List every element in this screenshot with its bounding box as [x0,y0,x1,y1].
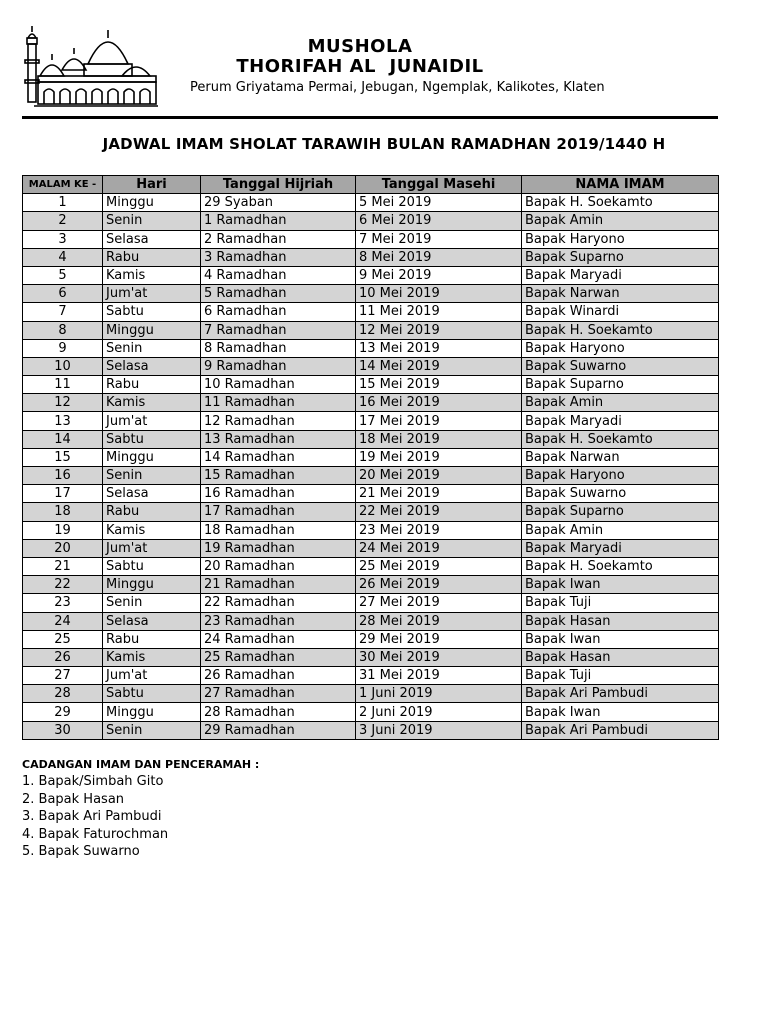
table-row [23,721,719,739]
cell-hari: Jum'at [103,667,201,685]
column-header-imam: NAMA IMAM [522,176,719,194]
cell-hari: Minggu [103,576,201,594]
cell-masehi: 8 Mei 2019 [356,248,522,266]
cell-hijriah: 6 Ramadhan [201,303,356,321]
table-row [23,394,719,412]
table-row [23,612,719,630]
cell-malam: 10 [23,357,103,375]
cell-masehi: 18 Mei 2019 [356,430,522,448]
cell-hari: Kamis [103,648,201,666]
cell-imam: Bapak Haryono [522,230,719,248]
table-row [23,266,719,284]
cell-hijriah: 1 Ramadhan [201,212,356,230]
table-row [23,521,719,539]
cell-hijriah: 25 Ramadhan [201,648,356,666]
cell-masehi: 7 Mei 2019 [356,230,522,248]
cell-imam: Bapak Iwan [522,630,719,648]
cell-malam: 5 [23,266,103,284]
cell-masehi: 1 Juni 2019 [356,685,522,703]
list-item: 2. Bapak Hasan [22,791,125,807]
cell-imam: Bapak H. Soekamto [522,430,719,448]
cell-malam: 17 [23,485,103,503]
cell-imam: Bapak H. Soekamto [522,321,719,339]
cell-malam: 24 [23,612,103,630]
org-name-line1: MUSHOLA [307,36,413,57]
cell-malam: 4 [23,248,103,266]
cell-hijriah: 10 Ramadhan [201,376,356,394]
list-item: 1. Bapak/Simbah Gito [22,774,164,789]
table-row [23,685,719,703]
cell-malam: 9 [23,339,103,357]
cell-malam: 18 [23,503,103,521]
cell-hijriah: 28 Ramadhan [201,703,356,721]
cell-imam: Bapak Hasan [522,648,719,666]
cell-hijriah: 19 Ramadhan [201,539,356,557]
cell-hijriah: 15 Ramadhan [201,467,356,485]
cell-hari: Jum'at [103,539,201,557]
cell-masehi: 20 Mei 2019 [356,467,522,485]
cell-hari: Senin [103,721,201,739]
cell-imam: Bapak Haryono [522,339,719,357]
cell-hari: Kamis [103,521,201,539]
cell-malam: 11 [23,376,103,394]
cell-imam: Bapak Maryadi [522,412,719,430]
cell-masehi: 6 Mei 2019 [356,212,522,230]
table-row [23,594,719,612]
cell-hijriah: 27 Ramadhan [201,685,356,703]
org-name-line2: THORIFAH AL JUNAIDIL [236,56,484,77]
table-row [23,630,719,648]
cell-hari: Senin [103,339,201,357]
cell-malam: 8 [23,321,103,339]
cell-hari: Selasa [103,230,201,248]
cell-hari: Selasa [103,485,201,503]
header-divider [22,116,718,119]
cell-malam: 15 [23,448,103,466]
cell-hari: Senin [103,467,201,485]
reserve-list [22,773,168,861]
cell-hari: Minggu [103,448,201,466]
cell-malam: 20 [23,539,103,557]
cell-hijriah: 4 Ramadhan [201,266,356,284]
cell-imam: Bapak Maryadi [522,539,719,557]
cell-malam: 14 [23,430,103,448]
table-row [23,339,719,357]
cell-imam: Bapak Amin [522,521,719,539]
cell-hari: Rabu [103,248,201,266]
cell-masehi: 9 Mei 2019 [356,266,522,284]
table-row [23,194,719,212]
cell-masehi: 23 Mei 2019 [356,521,522,539]
table-row [23,321,719,339]
cell-masehi: 27 Mei 2019 [356,594,522,612]
cell-imam: Bapak Winardi [522,303,719,321]
cell-imam: Bapak Haryono [522,467,719,485]
table-row [23,648,719,666]
cell-masehi: 14 Mei 2019 [356,357,522,375]
table-row [23,357,719,375]
table-body [23,194,719,740]
cell-hari: Sabtu [103,303,201,321]
cell-hari: Senin [103,594,201,612]
cell-hijriah: 16 Ramadhan [201,485,356,503]
cell-malam: 29 [23,703,103,721]
cell-malam: 19 [23,521,103,539]
table-row [23,539,719,557]
cell-hari: Selasa [103,357,201,375]
cell-masehi: 19 Mei 2019 [356,448,522,466]
column-header-hari: Hari [103,176,201,194]
cell-hari: Rabu [103,503,201,521]
cell-hari: Kamis [103,394,201,412]
cell-hijriah: 24 Ramadhan [201,630,356,648]
table-row [23,485,719,503]
table-row [23,303,719,321]
cell-hijriah: 29 Syaban [201,194,356,212]
cell-imam: Bapak Hasan [522,612,719,630]
cell-hari: Senin [103,212,201,230]
cell-hijriah: 8 Ramadhan [201,339,356,357]
cell-hijriah: 22 Ramadhan [201,594,356,612]
table-row [23,230,719,248]
cell-hijriah: 18 Ramadhan [201,521,356,539]
cell-malam: 6 [23,285,103,303]
cell-imam: Bapak Suwarno [522,357,719,375]
cell-hari: Sabtu [103,685,201,703]
cell-masehi: 15 Mei 2019 [356,376,522,394]
cell-hari: Jum'at [103,285,201,303]
cell-hari: Minggu [103,194,201,212]
cell-hijriah: 11 Ramadhan [201,394,356,412]
cell-imam: Bapak Amin [522,394,719,412]
cell-imam: Bapak Suparno [522,376,719,394]
column-header-malam: MALAM KE - [23,176,103,194]
cell-masehi: 29 Mei 2019 [356,630,522,648]
cell-imam: Bapak Tuji [522,594,719,612]
cell-hijriah: 13 Ramadhan [201,430,356,448]
table-row [23,412,719,430]
cell-malam: 23 [23,594,103,612]
cell-masehi: 28 Mei 2019 [356,612,522,630]
org-address: Perum Griyatama Permai, Jebugan, Ngemplak, Kalikotes, Klaten [190,80,605,95]
cell-malam: 1 [23,194,103,212]
cell-imam: Bapak Ari Pambudi [522,721,719,739]
cell-hari: Jum'at [103,412,201,430]
cell-masehi: 22 Mei 2019 [356,503,522,521]
column-header-hijriah: Tanggal Hijriah [201,176,356,194]
table-row [23,248,719,266]
cell-imam: Bapak Suwarno [522,485,719,503]
table-row [23,448,719,466]
cell-hari: Sabtu [103,430,201,448]
cell-masehi: 2 Juni 2019 [356,703,522,721]
cell-imam: Bapak Maryadi [522,266,719,284]
cell-hari: Rabu [103,376,201,394]
cell-masehi: 25 Mei 2019 [356,557,522,575]
cell-malam: 28 [23,685,103,703]
table-row [23,503,719,521]
cell-malam: 3 [23,230,103,248]
list-item: 4. Bapak Faturochman [22,826,169,842]
cell-malam: 26 [23,648,103,666]
cell-hari: Minggu [103,321,201,339]
cell-masehi: 5 Mei 2019 [356,194,522,212]
table-row [23,667,719,685]
cell-masehi: 16 Mei 2019 [356,394,522,412]
list-item: 5. Bapak Suwarno [22,844,140,860]
table-row [23,557,719,575]
cell-hari: Sabtu [103,557,201,575]
table-row [23,212,719,230]
cell-masehi: 31 Mei 2019 [356,667,522,685]
table-row [23,703,719,721]
cell-hari: Rabu [103,630,201,648]
mosque-icon [22,24,162,110]
reserve-section-title: CADANGAN IMAM DAN PENCERAMAH : [22,758,260,771]
cell-imam: Bapak Suparno [522,503,719,521]
cell-hijriah: 20 Ramadhan [201,557,356,575]
cell-masehi: 3 Juni 2019 [356,721,522,739]
table-row [23,467,719,485]
cell-malam: 2 [23,212,103,230]
cell-masehi: 10 Mei 2019 [356,285,522,303]
cell-malam: 13 [23,412,103,430]
cell-malam: 21 [23,557,103,575]
table-header-row [23,176,719,194]
cell-masehi: 12 Mei 2019 [356,321,522,339]
cell-hijriah: 14 Ramadhan [201,448,356,466]
cell-malam: 25 [23,630,103,648]
cell-hari: Kamis [103,266,201,284]
cell-malam: 16 [23,467,103,485]
document-title: JADWAL IMAM SHOLAT TARAWIH BULAN RAMADHAN 2019/1440 H [102,135,666,153]
cell-hari: Minggu [103,703,201,721]
cell-hijriah: 29 Ramadhan [201,721,356,739]
cell-imam: Bapak Narwan [522,448,719,466]
cell-hijriah: 3 Ramadhan [201,248,356,266]
cell-hijriah: 26 Ramadhan [201,667,356,685]
cell-imam: Bapak H. Soekamto [522,557,719,575]
cell-malam: 27 [23,667,103,685]
cell-hijriah: 21 Ramadhan [201,576,356,594]
cell-imam: Bapak Amin [522,212,719,230]
cell-imam: Bapak Tuji [522,667,719,685]
cell-masehi: 30 Mei 2019 [356,648,522,666]
imam-schedule-table [22,175,719,740]
cell-masehi: 13 Mei 2019 [356,339,522,357]
table-row [23,285,719,303]
cell-masehi: 26 Mei 2019 [356,576,522,594]
cell-masehi: 11 Mei 2019 [356,303,522,321]
cell-imam: Bapak H. Soekamto [522,194,719,212]
table-row [23,576,719,594]
cell-malam: 7 [23,303,103,321]
list-item: 3. Bapak Ari Pambudi [22,809,162,825]
cell-imam: Bapak Narwan [522,285,719,303]
table-row [23,430,719,448]
cell-malam: 12 [23,394,103,412]
cell-imam: Bapak Suparno [522,248,719,266]
cell-imam: Bapak Iwan [522,703,719,721]
table-row [23,376,719,394]
cell-masehi: 21 Mei 2019 [356,485,522,503]
cell-imam: Bapak Ari Pambudi [522,685,719,703]
cell-hijriah: 17 Ramadhan [201,503,356,521]
cell-malam: 22 [23,576,103,594]
cell-hijriah: 5 Ramadhan [201,285,356,303]
cell-hijriah: 2 Ramadhan [201,230,356,248]
cell-hijriah: 7 Ramadhan [201,321,356,339]
cell-hari: Selasa [103,612,201,630]
cell-masehi: 17 Mei 2019 [356,412,522,430]
cell-hijriah: 12 Ramadhan [201,412,356,430]
cell-hijriah: 9 Ramadhan [201,357,356,375]
column-header-masehi: Tanggal Masehi [356,176,522,194]
cell-masehi: 24 Mei 2019 [356,539,522,557]
cell-imam: Bapak Iwan [522,576,719,594]
cell-malam: 30 [23,721,103,739]
cell-hijriah: 23 Ramadhan [201,612,356,630]
